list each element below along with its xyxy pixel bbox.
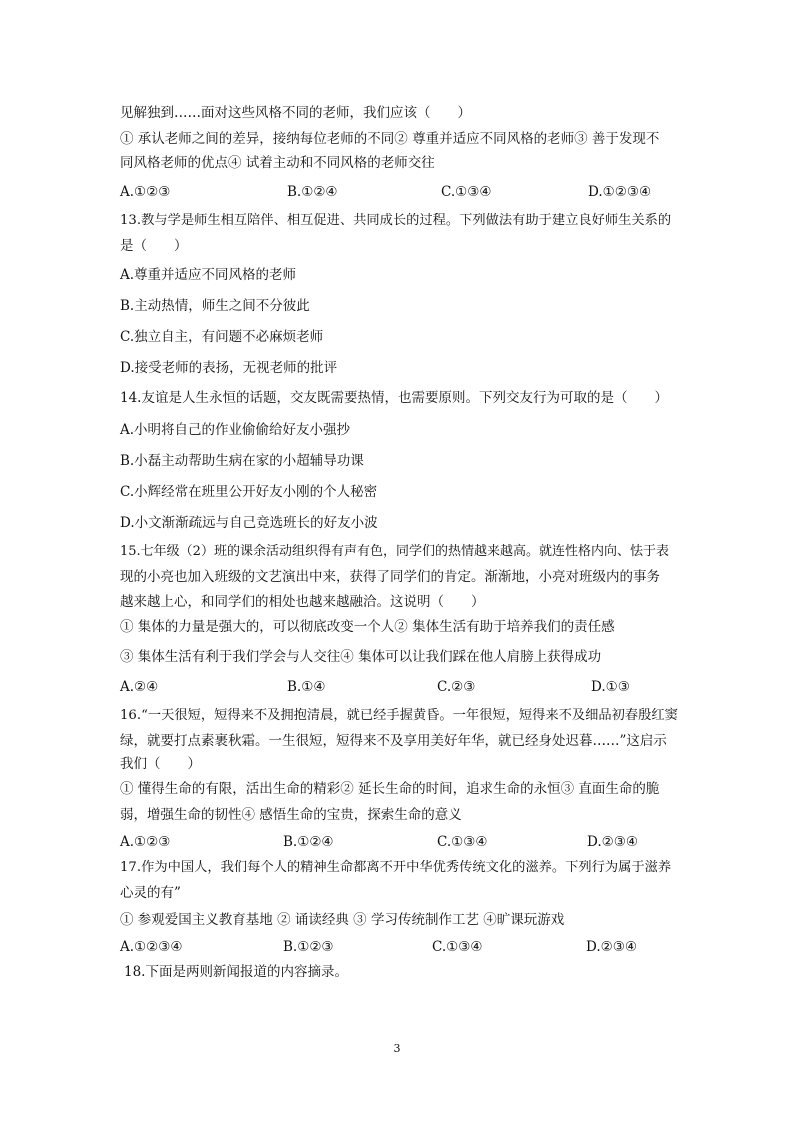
q14-option-c: C.小辉经常在班里公开好友小刚的个人秘密 (120, 484, 378, 500)
q13-stem-line-1: 13.教与学是师生相互陪伴、相互促进、共同成长的过程。下列做法有助于建立良好师生关系的 (120, 213, 672, 228)
q13-option-b: B.主动热情，师生之间不分彼此 (120, 298, 310, 314)
q16-option-b: B.①②④ (283, 834, 334, 850)
q14-option-b: B.小磊主动帮助生病在家的小超辅导功课 (120, 453, 364, 469)
q16-stem-line-3: 我们（ ） (120, 756, 201, 772)
q15-option-a: A.②④ (120, 679, 159, 695)
q12-stem-continuation: 见解独到……面对这些风格不同的老师，我们应该（ ） (120, 105, 471, 121)
q12-option-c: C.①③④ (441, 184, 492, 200)
q13-option-d: D.接受老师的表扬，无视老师的批评 (120, 360, 338, 376)
q16-stem-line-2: 绿，就要打点素裹秋霜。一生很短，短得来不及享用美好年华，就已经身处迟暮……”这启示 (120, 733, 667, 749)
page-number: 3 (393, 1042, 401, 1055)
q15-option-d: D.①③ (591, 679, 630, 695)
q17-statement-line-1: ① 参观爱国主义教育基地 ② 诵读经典 ③ 学习传统制作工艺 ④旷课玩游戏 (120, 912, 565, 928)
q17-stem-line-2: 心灵的有” (120, 885, 181, 901)
q12-option-b: B.①②④ (287, 184, 338, 200)
q15-option-b: B.①④ (287, 679, 326, 695)
q12-statement-line-1: ① 承认老师之间的差异，接纳每位老师的不同② 尊重并适应不同风格的老师③ 善于发现不 (120, 131, 660, 147)
q16-statement-line-2: 弱，增强生命的韧性④ 感悟生命的宝贵，探索生命的意义 (120, 807, 462, 823)
q16-stem-line-1: 16.“一天很短，短得来不及拥抱清晨，就已经手握黄昏。一年很短，短得来不及细品初春殷红窦 (120, 708, 678, 723)
q16-option-d: D.②③④ (587, 834, 638, 850)
q14-stem: 14.友谊是人生永恒的话题，交友既需要热情，也需要原则。下列交友行为可取的是（ ） (120, 390, 668, 406)
q17-stem-line-1: 17.作为中国人，我们每个人的精神生命都离不开中华优秀传统文化的滋养。下列行为属于滋养 (120, 860, 672, 875)
q12-option-a: A.①②③ (120, 184, 171, 200)
q17-option-d: D.②③④ (586, 939, 637, 955)
q15-stem-line-3: 越来越上心，和同学们的相处也越来越融洽。这说明（ ） (120, 594, 485, 610)
q15-stem-line-2: 现的小亮也加入班级的文艺演出中来，获得了同学们的肯定。渐渐地，小亮对班级内的事务 (120, 569, 660, 585)
q15-option-c: C.②③ (437, 679, 476, 695)
q12-option-d: D.①②③④ (588, 184, 652, 200)
q17-option-b: B.①②③ (283, 939, 334, 955)
q17-option-a: A.①②③④ (120, 939, 183, 955)
q14-option-a: A.小明将自己的作业偷偷给好友小强抄 (120, 422, 351, 438)
q18-stem: 18.下面是两则新闻报道的内容摘录。 (124, 964, 348, 980)
q13-option-c: C.独立自主，有问题不必麻烦老师 (120, 329, 324, 345)
q17-option-c: C.①③④ (432, 939, 483, 955)
q13-option-a: A.尊重并适应不同风格的老师 (120, 267, 297, 283)
q16-option-a: A.①②③ (120, 834, 171, 850)
q15-statement-line-2: ③ 集体生活有利于我们学会与人交往④ 集体可以让我们踩在他人肩膀上获得成功 (120, 649, 602, 665)
q16-option-c: C.①③④ (437, 834, 488, 850)
q15-statement-line-1: ① 集体的力量是强大的，可以彻底改变一个人② 集体生活有助于培养我们的责任感 (120, 619, 615, 635)
q16-statement-line-1: ① 懂得生命的有限，活出生命的精彩② 延长生命的时间，追求生命的永恒③ 直面生命的脆 (120, 781, 660, 797)
q12-statement-line-2: 同风格老师的优点④ 试着主动和不同风格的老师交往 (120, 155, 435, 171)
q14-option-d: D.小文渐渐疏远与自己竞选班长的好友小波 (120, 515, 378, 531)
q13-stem-line-2: 是（ ） (120, 238, 188, 254)
q15-stem-line-1: 15.七年级（2）班的课余活动组织得有声有色，同学们的热情越来越高。就连性格内向、怯于表 (120, 544, 669, 559)
